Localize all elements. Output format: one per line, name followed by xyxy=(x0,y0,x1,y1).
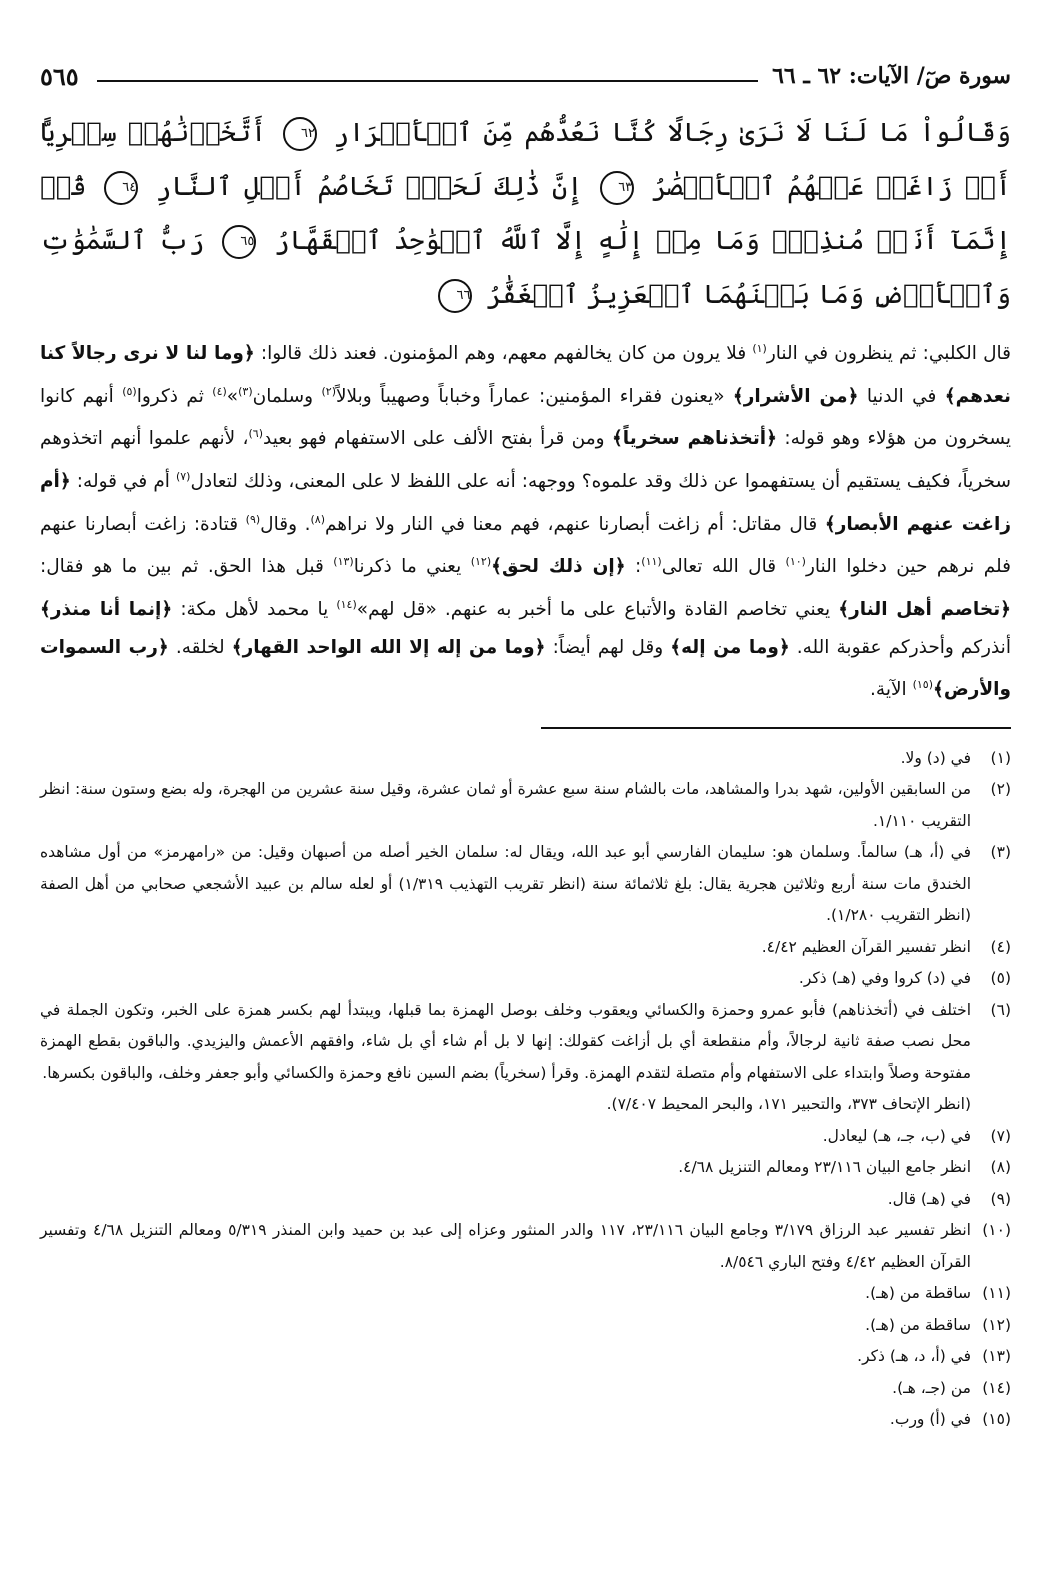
footnote-text: في (ب، جـ، هـ) ليعادل. xyxy=(822,1126,971,1145)
tafsir-run: قبل هذا الحق. ثم بين ما هو فقال: xyxy=(40,556,334,578)
footnote-number: (٥) xyxy=(990,969,1011,988)
page-header xyxy=(40,52,1011,100)
quran-quote: ﴿وما من إله﴾ xyxy=(670,636,790,658)
quran-quote: ﴿وما من إله إلا الله الواحد القهار﴾ xyxy=(231,636,546,658)
quran-quote: ﴿إنما أنا منذر﴾ xyxy=(40,599,173,621)
footnote xyxy=(40,1184,1011,1216)
tafsir-run: أنذركم وأحذركم عقوبة الله. xyxy=(789,636,1011,658)
footnote-number: (١) xyxy=(990,748,1011,767)
footnote-divider xyxy=(541,727,1011,729)
tafsir-run: قال مقاتل: أم زاغت أبصارنا عنهم، فهم معنا في النار ولا نراهم xyxy=(325,513,825,535)
footnote-ref: (٩) xyxy=(245,512,261,526)
footnote-ref: (١٠) xyxy=(785,555,806,569)
tafsir-run: وسلمان xyxy=(252,385,322,407)
footnote-ref: (٥) xyxy=(122,384,137,398)
footnote-text: (انظر الإتحاف ٣٧٣، والتحبير ١٧١، والبحر المحيط ٧/٤٠٧). xyxy=(606,1095,971,1114)
footnote-number: (٣) xyxy=(990,843,1011,862)
footnote-text: في (أ) ورب. xyxy=(889,1410,971,1429)
tafsir-run: أم في قوله: xyxy=(70,471,176,493)
footnote-ref: (٨) xyxy=(310,512,325,526)
verse-66: رَبُّ ٱلسَّمَٰوَٰتِ وَٱلۡأَرۡضِ وَمَا بَيۡنَهُمَا ٱلۡعَزِيزُ ٱلۡغَفَّٰرُ xyxy=(40,226,1011,310)
footnote-ref: (٣) xyxy=(238,384,253,398)
footnote-number: (١٥) xyxy=(982,1410,1011,1429)
verse-64: إِنَّ ذَٰلِكَ لَحَقّٞ تَخَاصُمُ أَهۡلِ ٱلنَّارِ xyxy=(156,172,583,202)
ayah-marker-icon: ٦٤ xyxy=(104,171,138,205)
footnotes xyxy=(40,743,1011,1436)
tafsir-run: قال الكلبي: ثم ينظرون في النار xyxy=(766,343,1011,365)
footnote xyxy=(40,1121,1011,1153)
footnote-text: من السابقين الأولين، شهد بدرا والمشاهد، مات بالشام سنة سبع عشرة أو ثمان عشرة، وقيل سنة عشرين من الهجرة، وله بضع وستون سنة: انظر التقريب ١/١١٠. xyxy=(40,780,971,830)
footnote xyxy=(40,1310,1011,1342)
tafsir-run: لخلقه. xyxy=(168,636,232,658)
surah-title: سورة صٓ/ الآيات: ٦٢ ـ ٦٦ xyxy=(772,63,1011,89)
tafsir-run: » xyxy=(226,385,239,407)
footnote-ref: (٧) xyxy=(175,469,191,483)
footnote-number: (١١) xyxy=(982,1284,1011,1303)
footnote-number: (٦) xyxy=(990,1000,1011,1019)
footnote xyxy=(40,1341,1011,1373)
footnote xyxy=(40,837,1011,932)
footnote-text: في (د) ولا. xyxy=(900,748,971,767)
footnote xyxy=(40,1152,1011,1184)
quran-verses xyxy=(40,106,1011,322)
footnote-ref: (٦) xyxy=(248,427,263,441)
header-rule xyxy=(97,80,758,82)
footnote xyxy=(40,963,1011,995)
footnote-text: في (أ، هـ) سالماً. وسلمان هو: سليمان الفارسي أبو عبد الله، ويقال له: سلمان الخير أصله من أصبهان وقيل: من «رامهرمز» من أول مشاهده الخندق مات سنة أربع وثلاثين هجرية يقال: بلغ ثلاثمائة سنة (انظر تقريب التهذيب ١/٣١٩) أو لعله سالم بن عبيد الأشجعي صحابي من أهل الصفة (انظر التقريب ١/٢٨٠). xyxy=(40,843,972,925)
footnote-text: من (جـ، هـ). xyxy=(892,1378,971,1397)
quran-quote: ﴿إن ذلك لحق﴾ xyxy=(491,556,626,578)
footnote-number xyxy=(977,1089,1011,1121)
ayah-marker-icon: ٦٢ xyxy=(283,117,317,151)
verse-65: قُلۡ إِنَّمَآ أَنَا۠ مُنذِرٞۖ وَمَا مِنۡ إِلَٰهٍ إِلَّا ٱللَّهُ ٱلۡوَٰحِدُ ٱلۡقَهَّارُ xyxy=(40,172,1011,256)
ayah-marker-icon: ٦٣ xyxy=(600,171,634,205)
footnote-ref: (١٤) xyxy=(336,597,357,611)
footnote-text: في (أ، د، هـ) ذكر. xyxy=(857,1347,971,1366)
footnote-text: انظر جامع البيان ٢٣/١١٦ ومعالم التنزيل ٤/٦٨. xyxy=(678,1158,971,1177)
tafsir-run: قتادة: زاغت أبصارنا عنهم فلم نرهم حين دخلوا النار xyxy=(40,513,1011,578)
tafsir-run: يعني ما ذكرنا xyxy=(353,556,471,578)
tafsir-run: . وقال xyxy=(260,513,311,535)
quran-quote: ﴿أتخذناهم سخرياً﴾ xyxy=(611,428,777,450)
footnote xyxy=(40,1373,1011,1405)
footnote xyxy=(40,995,1011,1090)
quran-quote: ﴿من الأشرار﴾ xyxy=(732,385,859,407)
footnote-ref: (١) xyxy=(752,342,767,355)
footnote-text: ساقطة من (هـ). xyxy=(865,1315,971,1334)
footnote xyxy=(40,1215,1011,1278)
footnote-ref: (١٢) xyxy=(470,555,492,569)
footnote-text: انظر تفسير القرآن العظيم ٤/٤٢. xyxy=(761,937,971,956)
footnote xyxy=(40,1089,1011,1121)
tafsir-run: الآية. xyxy=(870,679,913,701)
footnote xyxy=(40,743,1011,775)
footnote-number: (٧) xyxy=(990,1126,1011,1145)
tafsir-run: ثم ذكروا xyxy=(136,385,213,407)
footnote xyxy=(40,1404,1011,1436)
tafsir-run: قال الله تعالى xyxy=(661,556,786,578)
tafsir-run: ومن قرأ بفتح الألف على الاستفهام فهو بعيد xyxy=(263,428,612,450)
footnote-ref: (١٥) xyxy=(912,678,933,692)
quran-quote: ﴿تخاصم أهل النار﴾ xyxy=(838,599,1011,621)
tafsir-run: ، لأنهم علموا أنهم اتخذوهم سخرياً، فكيف يستقيم أن يستفهموا عن ذلك وقد علموه؟ ووجهه: أنه على اللفظ لا على المعنى، وذلك لتعادل xyxy=(40,428,1011,493)
footnote-number: (١٢) xyxy=(982,1315,1011,1334)
footnote-text: ساقطة من (هـ). xyxy=(865,1284,971,1303)
verse-62: وَقَالُواْ مَا لَنَا لَا نَرَىٰ رِجَالًا كُنَّا نَعُدُّهُم مِّنَ ٱلۡأَشۡرَارِ xyxy=(333,118,1011,148)
footnote-text: في (د) كروا وفي (هـ) ذكر. xyxy=(798,969,971,988)
footnote-number: (٩) xyxy=(990,1189,1011,1208)
ayah-marker-icon: ٦٥ xyxy=(222,225,256,259)
quran-quote: ﴿أم زاغت عنهم الأبصار﴾ xyxy=(40,471,1012,535)
tafsir-run: «يعنون فقراء المؤمنين: عماراً وخباباً وصهيباً وبلالاً xyxy=(336,385,733,407)
tafsir-run: فلا يرون من كان يخالفهم معهم، وهم المؤمنون. فعند ذلك قالوا: xyxy=(254,343,753,365)
footnote-text: في (هـ) قال. xyxy=(887,1189,971,1208)
footnote xyxy=(40,774,1011,837)
footnote-number: (٨) xyxy=(990,1158,1011,1177)
footnote-number: (٢) xyxy=(990,780,1011,799)
quran-quote: ﴿رب السموات والأرض﴾ xyxy=(40,636,1011,701)
tafsir-run: يا محمد لأهل مكة: xyxy=(172,599,337,621)
footnote-ref: (١٣) xyxy=(333,555,354,569)
footnote-number: (٤) xyxy=(990,937,1011,956)
footnote-text: اختلف في (أتخذناهم) فأبو عمرو وحمزة والكسائي ويعقوب وخلف بوصل الهمزة بما قبلها، ويبتدأ لهم بكسر همزة على الخبر، وتكون الجملة في محل نصب صفة ثانية لرجالاً، وأم منقطعة أي بل أزاغت كقولك: إنها لا بل أم شاء أي بل شاء، وافقهم الأعمش واليزيدي. والباقون بقطع الهمزة مفتوحة وصلاً وابتداء على الاستفهام وأم متصلة لتقدم الهمزة. وقرأ (سخرياً) بضم السين نافع وحمزة والكسائي وأبو جعفر وخلف، والباقون بكسرها. xyxy=(40,1000,971,1082)
quran-quote: ﴿وما لنا لا نرى رجالاً كنا نعدهم﴾ xyxy=(40,343,1011,407)
verse-63: أَتَّخَذۡنَٰهُمۡ سِخۡرِيًّا أَمۡ زَاغَتۡ عَنۡهُمُ ٱلۡأَبۡصَٰرُ xyxy=(40,118,1012,202)
page-number: ٥٦٥ xyxy=(40,61,79,91)
footnote xyxy=(40,932,1011,964)
footnote-ref: (١١) xyxy=(641,555,662,569)
footnote-ref: (٢) xyxy=(321,384,336,398)
footnote-ref: (٤) xyxy=(212,384,227,398)
ayah-marker-icon: ٦٦ xyxy=(438,279,472,313)
footnote-number: (١٣) xyxy=(982,1347,1011,1366)
footnote-number: (١٤) xyxy=(982,1378,1011,1397)
tafsir-run: في الدنيا xyxy=(858,385,945,407)
tafsir-run: يعني تخاصم القادة والأتباع على ما أخبر به عنهم. «قل لهم» xyxy=(356,599,839,621)
tafsir-run: وقل لهم أيضاً: xyxy=(545,636,671,658)
footnote xyxy=(40,1278,1011,1310)
tafsir-text xyxy=(40,330,1011,709)
footnote-text: انظر تفسير عبد الرزاق ٣/١٧٩ وجامع البيان ٢٣/١١٦، ١١٧ والدر المنثور وعزاه إلى عبد بن حميد وابن المنذر ٥/٣١٩ ومعالم التنزيل ٤/٦٨ وتفسير القرآن العظيم ٤/٤٢ وفتح الباري ٨/٥٤٦. xyxy=(40,1221,971,1271)
tafsir-run: : xyxy=(625,556,642,578)
footnote-number: (١٠) xyxy=(982,1221,1011,1240)
tafsir-run: أنهم كانوا يسخرون من هؤلاء وهو قوله: xyxy=(40,385,1011,450)
